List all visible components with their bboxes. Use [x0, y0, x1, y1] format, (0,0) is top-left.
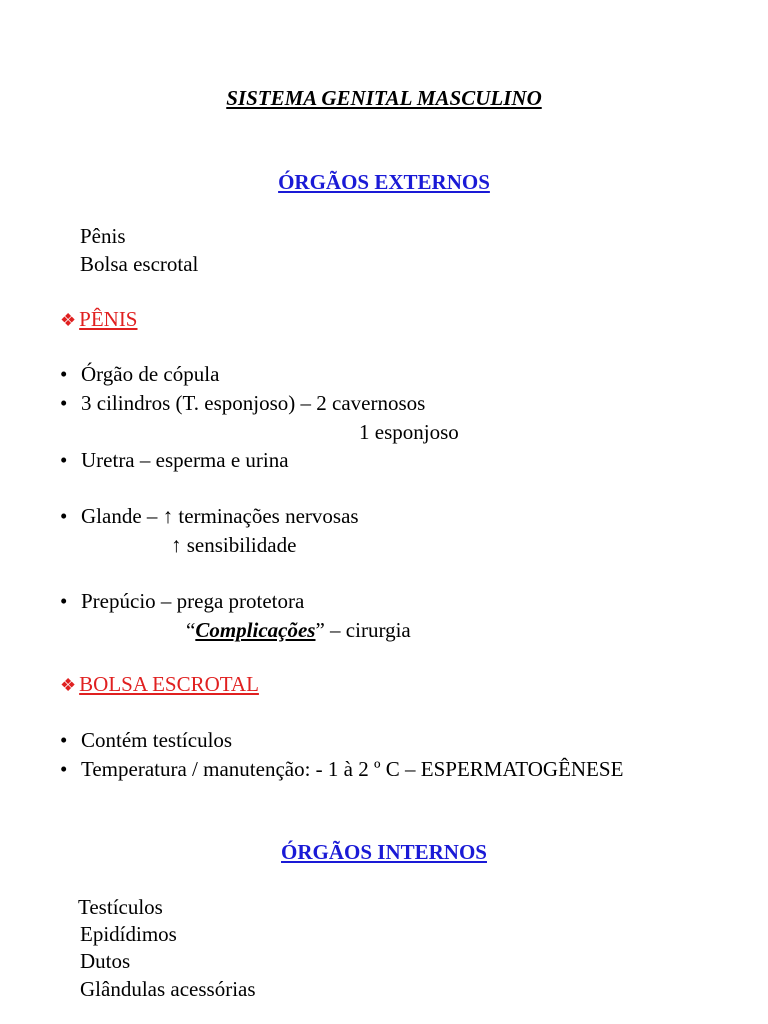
diamond-bullet-icon: ❖ — [60, 310, 77, 330]
penis-bullet-orgao-copula: Órgão de cópula — [81, 362, 220, 386]
bullet-icon: • — [60, 504, 68, 528]
section-heading-orgaos-internos — [0, 839, 768, 865]
internos-item-testiculos: Testículos — [78, 895, 163, 919]
diamond-bullet-icon: ❖ — [60, 675, 77, 695]
open-quote: “ — [186, 618, 196, 642]
bullet-icon: • — [60, 362, 68, 386]
externos-item-penis: Pênis — [80, 224, 126, 248]
penis-bullet-glande: Glande – ↑ terminações nervosas — [81, 504, 359, 528]
cirurgia-text: ” – cirurgia — [315, 618, 411, 642]
bullet-icon: • — [60, 589, 68, 613]
penis-bullet-prepucio-cont — [186, 617, 411, 643]
subheading-penis — [60, 306, 138, 333]
penis-heading-text: PÊNIS — [79, 307, 138, 331]
orgaos-externos-heading-text: ÓRGÃOS EXTERNOS — [278, 170, 490, 194]
section-heading-orgaos-externos — [0, 169, 768, 195]
complicacoes-emphasis: Complicações — [195, 618, 316, 642]
internos-item-epididimos: Epidídimos — [80, 922, 177, 946]
document-title — [0, 85, 768, 111]
bolsa-bullet-contem-testiculos: Contém testículos — [81, 728, 233, 752]
penis-bullet-cilindros-cont: 1 esponjoso — [359, 420, 459, 444]
penis-bullet-prepucio: Prepúcio – prega protetora — [81, 589, 305, 613]
title-text: SISTEMA GENITAL MASCULINO — [226, 86, 542, 110]
subheading-bolsa-escrotal — [60, 671, 259, 698]
bullet-icon: • — [60, 391, 68, 415]
bullet-icon: • — [60, 448, 68, 472]
bolsa-escrotal-heading-text: BOLSA ESCROTAL — [79, 672, 259, 696]
penis-bullet-cilindros: 3 cilindros (T. esponjoso) – 2 cavernosos — [81, 391, 426, 415]
penis-bullet-uretra: Uretra – esperma e urina — [81, 448, 289, 472]
penis-bullet-glande-cont: ↑ sensibilidade — [171, 533, 297, 557]
externos-item-bolsa-escrotal: Bolsa escrotal — [80, 252, 199, 276]
bullet-icon: • — [60, 757, 68, 781]
bullet-icon: • — [60, 728, 68, 752]
orgaos-internos-heading-text: ÓRGÃOS INTERNOS — [281, 840, 487, 864]
internos-item-glandulas-acessorias: Glândulas acessórias — [80, 977, 256, 1001]
internos-item-dutos: Dutos — [80, 949, 131, 973]
bolsa-bullet-temperatura: Temperatura / manutenção: - 1 à 2 º C – ESPERMATOGÊNESE — [81, 757, 624, 781]
